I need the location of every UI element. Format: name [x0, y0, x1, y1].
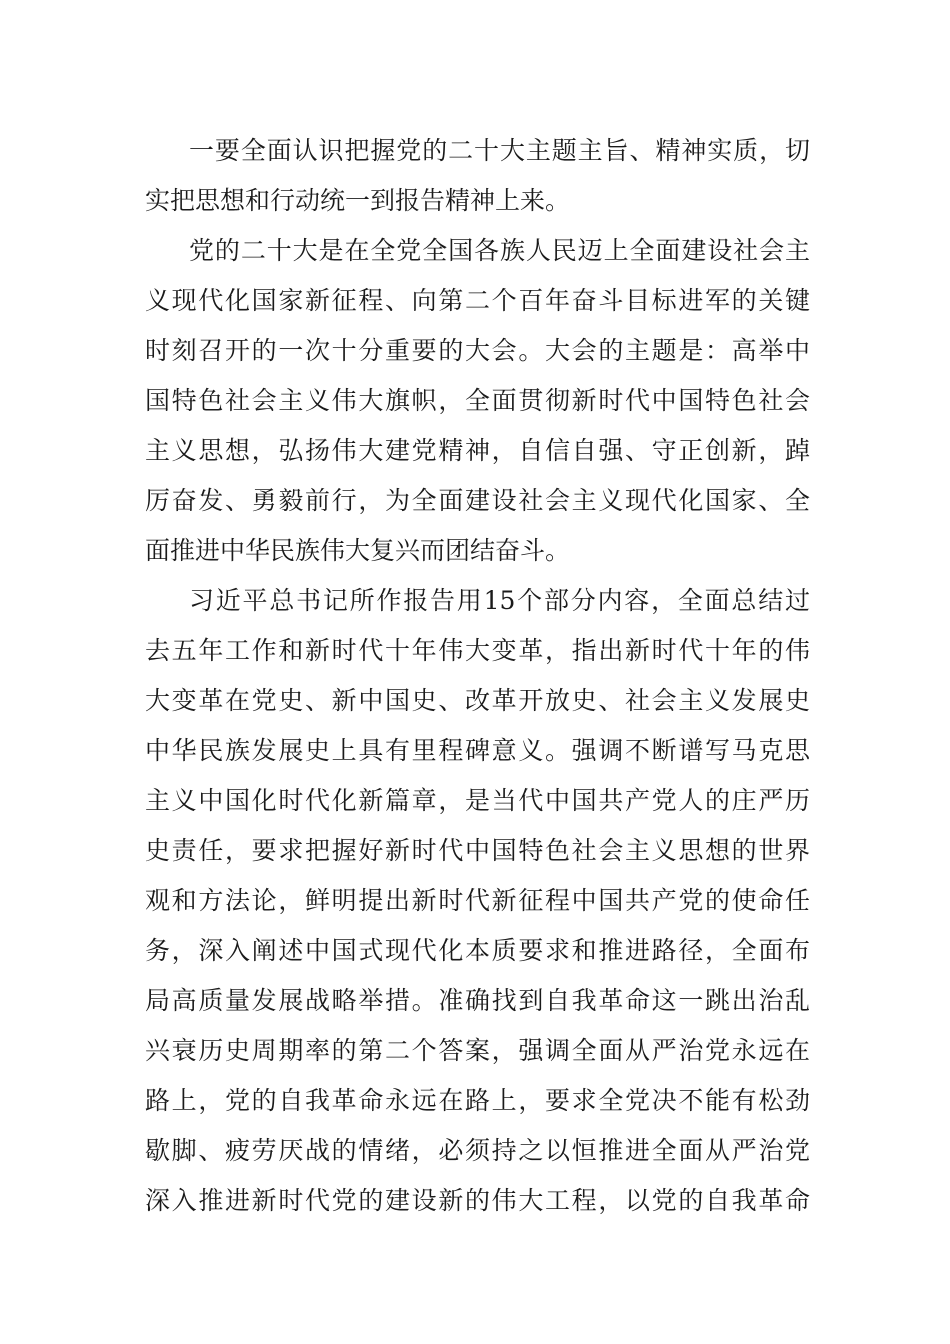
paragraph-line: 一要全面认识把握党的二十大主题主旨、精神实质，切: [189, 136, 810, 165]
paragraph-line: 习近平总书记所作报告用15个部分内容，全面总结过: [189, 586, 810, 615]
paragraph-line: 路上，党的自我革命永远在路上，要求全党决不能有松劲: [145, 1086, 810, 1115]
paragraph-line: 史责任，要求把握好新时代中国特色社会主义思想的世界: [145, 836, 810, 865]
paragraph-line: 义现代化国家新征程、向第二个百年奋斗目标进军的关键: [145, 286, 810, 315]
paragraph-2: [145, 226, 810, 576]
paragraph-3: [145, 576, 810, 1226]
paragraph-line: 主义思想，弘扬伟大建党精神，自信自强、守正创新，踔: [145, 436, 810, 465]
paragraph-line: 歇脚、疲劳厌战的情绪，必须持之以恒推进全面从严治党: [145, 1136, 810, 1165]
paragraph-line: 国特色社会主义伟大旗帜，全面贯彻新时代中国特色社会: [145, 386, 810, 415]
paragraph-line: 党的二十大是在全党全国各族人民迈上全面建设社会主: [189, 236, 810, 265]
paragraph-line: 中华民族发展史上具有里程碑意义。强调不断谱写马克思: [145, 736, 810, 765]
paragraph-line: 厉奋发、勇毅前行，为全面建设社会主义现代化国家、全: [145, 486, 810, 515]
paragraph-line: 观和方法论，鲜明提出新时代新征程中国共产党的使命任: [145, 886, 810, 915]
paragraph-line: 面推进中华民族伟大复兴而团结奋斗。: [145, 536, 571, 565]
paragraph-line: 深入推进新时代党的建设新的伟大工程，以党的自我革命: [145, 1186, 810, 1215]
paragraph-line: 大变革在党史、新中国史、改革开放史、社会主义发展史: [145, 686, 810, 715]
paragraph-line: 兴衰历史周期率的第二个答案，强调全面从严治党永远在: [145, 1036, 810, 1065]
document-body: [145, 126, 810, 1226]
paragraph-line: 去五年工作和新时代十年伟大变革，指出新时代十年的伟: [145, 636, 810, 665]
paragraph-line: 时刻召开的一次十分重要的大会。大会的主题是：高举中: [145, 336, 810, 365]
paragraph-line: 务，深入阐述中国式现代化本质要求和推进路径，全面布: [145, 936, 810, 965]
paragraph-line: 局高质量发展战略举措。准确找到自我革命这一跳出治乱: [145, 986, 810, 1015]
paragraph-1: [145, 126, 810, 226]
paragraph-line: 主义中国化时代化新篇章，是当代中国共产党人的庄严历: [145, 786, 810, 815]
paragraph-line: 实把思想和行动统一到报告精神上来。: [145, 186, 571, 215]
